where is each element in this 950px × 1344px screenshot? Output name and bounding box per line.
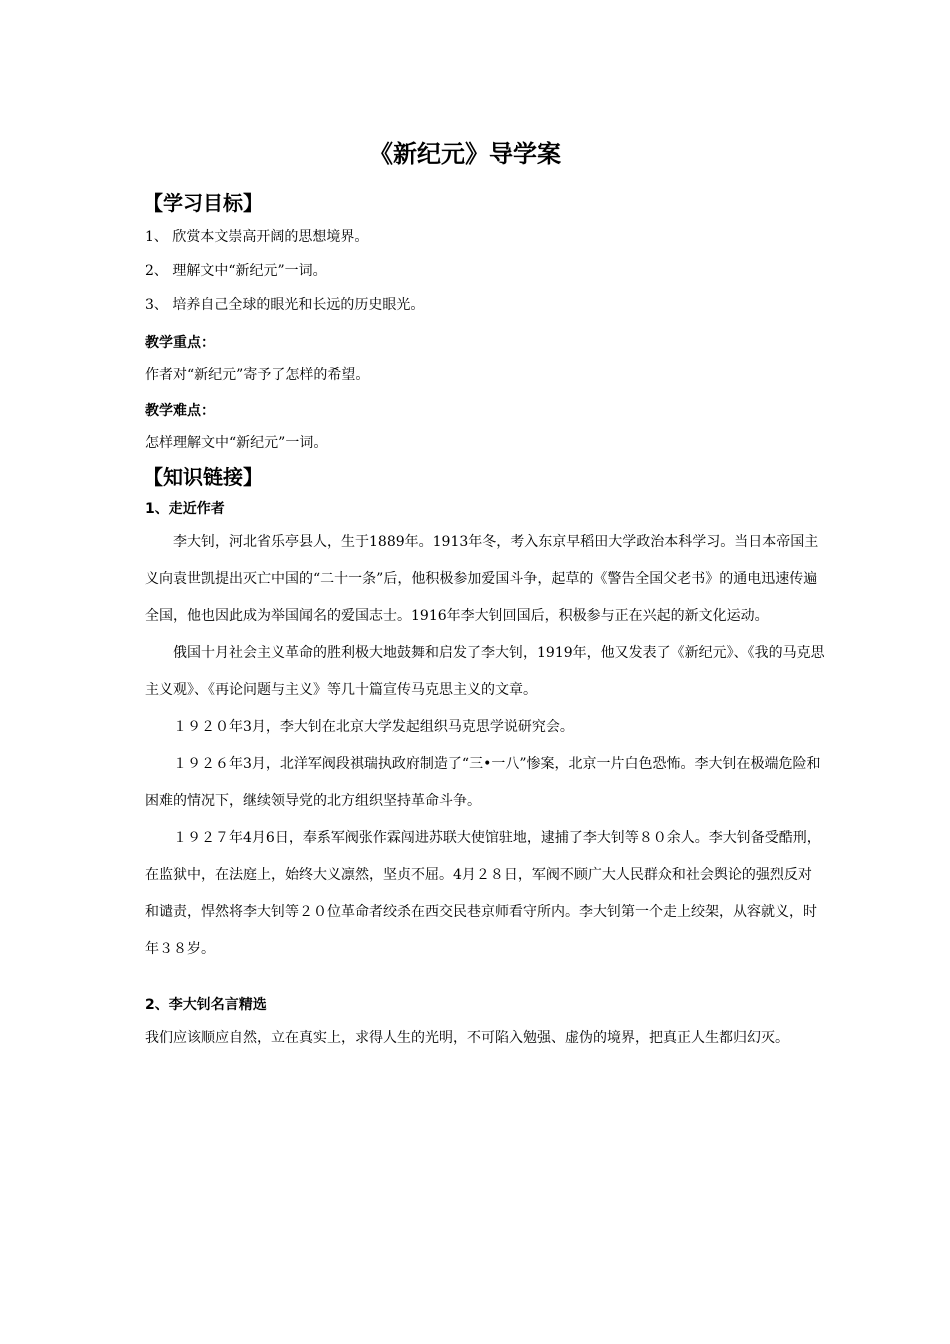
document-title: 《新纪元》导学案 <box>369 140 561 168</box>
quotes-heading: 2、李大钊名言精选 <box>145 997 267 1013</box>
author-paragraph: 李大钊，河北省乐亭县人，生于1889年。1913年冬，考入东京早稻田大学政治本科学习。当日本帝国主义向袁世凯提出灭亡中国的“二十一条”后，他积极参加爱国斗争，起草的《警告全国父老书》的通电迅速传遍全国，他也因此成为举国闻名的爱国志士。1916年李大钊回国后，积极参与正在兴起的新文化运动。 <box>145 534 819 624</box>
difficult-point-heading: 教学难点： <box>145 403 215 419</box>
knowledge-heading: 【知识链接】 <box>143 465 263 489</box>
author-paragraph: 俄国十月社会主义革命的胜利极大地鼓舞和启发了李大钊，1919年，他又发表了《新纪元》、《我的马克思主义观》、《再论问题与主义》等几十篇宣传马克思主义的文章。 <box>145 645 825 698</box>
author-paragraph: １９２７年4月6日，奉系军阀张作霖闯进苏联大使馆驻地，逮捕了李大钊等８０余人。李大钊备受酷刑，在监狱中，在法庭上，始终大义凛然，坚贞不屈。4月２８日，军阀不顾广大人民群众和社会舆论的强烈反对和谴责，悍然将李大钊等２０位革命者绞杀在西交民巷京师看守所内。李大钊第一个走上绞架，从容就义，时年３８岁。 <box>145 830 821 957</box>
key-point-heading: 教学重点： <box>145 335 215 351</box>
author-paragraph: １９２０年3月，李大钊在北京大学发起组织马克思学说研究会。 <box>173 719 574 735</box>
quote-text: 我们应该顺应自然，立在真实上，求得人生的光明，不可陷入勉强、虚伪的境界，把真正人生都归幻灭。 <box>145 1030 789 1046</box>
learning-goal-item: 2、 理解文中“新纪元”一词。 <box>145 263 327 279</box>
learning-goal-item: 3、 培养自己全球的眼光和长远的历史眼光。 <box>145 297 425 313</box>
author-paragraph: １９２６年3月，北洋军阀段祺瑞执政府制造了“三•一八”惨案，北京一片白色恐怖。李大钊在极端危险和困难的情况下，继续领导党的北方组织坚持革命斗争。 <box>145 756 821 809</box>
difficult-point-text: 怎样理解文中“新纪元”一词。 <box>145 435 328 451</box>
section-spacer <box>145 968 825 990</box>
document-body <box>145 186 825 1057</box>
author-heading: 1、走近作者 <box>145 501 225 517</box>
learning-goals-heading: 【学习目标】 <box>143 191 263 215</box>
learning-goal-item: 1、 欣赏本文崇高开阔的思想境界。 <box>145 229 369 245</box>
key-point-text: 作者对“新纪元”寄予了怎样的希望。 <box>145 367 370 383</box>
